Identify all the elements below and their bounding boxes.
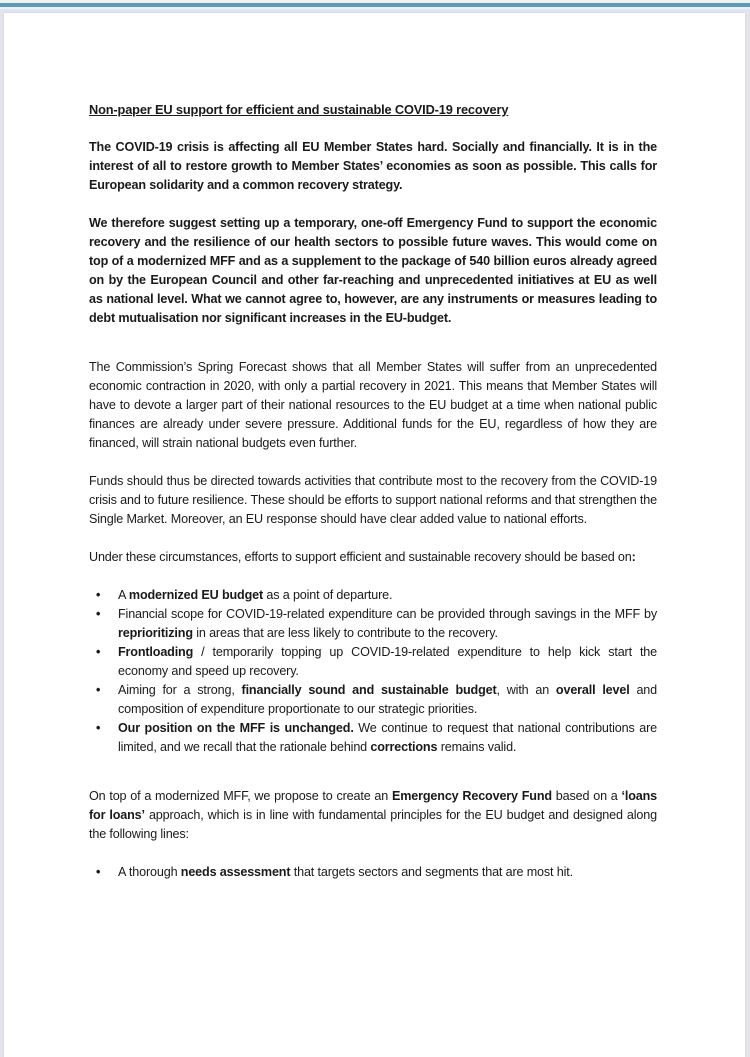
funds-paragraph: Funds should thus be directed towards activities that contribute most to the recovery from the COVID-19 crisis and to future resilience. These should be efforts to support national reforms and that strengthen the Single Market. Moreover, an EU response should have clear added value to national efforts. bbox=[89, 474, 657, 526]
bullet-icon: • bbox=[96, 645, 101, 659]
bullet-icon: • bbox=[96, 721, 101, 735]
circumstances-paragraph: Under these circumstances, efforts to support efficient and sustainable recovery should be based on: bbox=[89, 550, 636, 564]
recovery-basis-list bbox=[89, 586, 657, 757]
list-item: • Frontloading / temporarily topping up COVID-19-related expenditure to help kick start the economy and speed up recovery. bbox=[96, 645, 657, 678]
intro-paragraph-2: We therefore suggest setting up a temporary, one-off Emergency Fund to support the economic recovery and the resilience of our health sectors to possible future waves. This would come on top of a modernized MFF and as a supplement to the package of 540 billion euros already agreed on by the European Council and other far-reaching and unprecedented initiatives at EU as well as national level. What we cannot agree to, however, are any instruments or measures leading to debt mutualisation nor significant increases in the EU-budget. bbox=[89, 216, 657, 325]
accent-stripe bbox=[0, 3, 750, 7]
fund-design-list bbox=[89, 863, 657, 882]
bullet-icon: • bbox=[96, 683, 101, 697]
bullet-icon: • bbox=[96, 588, 101, 602]
bullet-icon: • bbox=[96, 865, 101, 879]
top-accent-bar bbox=[0, 0, 750, 9]
forecast-paragraph: The Commission’s Spring Forecast shows that all Member States will suffer from an unprecedented economic contraction in 2020, with only a partial recovery in 2021. This means that Member States will have to devote a larger part of their national resources to the EU budget at a time when national public finances are already under severe pressure. Additional funds for the EU, regardless of how they are financed, will strain national budgets even further. bbox=[89, 360, 657, 450]
document-title: Non-paper EU support for efficient and sustainable COVID-19 recovery bbox=[89, 102, 509, 117]
list-item: • A thorough needs assessment that targets sectors and segments that are most hit. bbox=[89, 863, 657, 882]
list-item: • Aiming for a strong, financially sound and sustainable budget, with an overall level and composition of expenditure proportionate to our strategic priorities. bbox=[96, 683, 658, 716]
bullet-icon: • bbox=[96, 607, 101, 621]
intro-paragraph-1: The COVID-19 crisis is affecting all EU Member States hard. Socially and financially. It is in the interest of all to restore growth to Member States’ economies as soon as possible. This calls for European solidarity and a common recovery strategy. bbox=[89, 140, 657, 192]
list-item: • A modernized EU budget as a point of departure. bbox=[89, 586, 657, 605]
document-content bbox=[89, 88, 657, 882]
list-item: • Our position on the MFF is unchanged. We continue to request that national contributions are limited, and we recall that the rationale behind corrections remains valid. bbox=[96, 721, 657, 754]
emergency-fund-paragraph: On top of a modernized MFF, we propose to create an Emergency Recovery Fund based on a ‘loans for loans’ approach, which is in line with fundamental principles for the EU budget and designed along the following lines: bbox=[89, 789, 657, 841]
list-item: • Financial scope for COVID-19-related expenditure can be provided through savings in the MFF by reprioritizing in areas that are less likely to contribute to the recovery. bbox=[96, 607, 657, 640]
